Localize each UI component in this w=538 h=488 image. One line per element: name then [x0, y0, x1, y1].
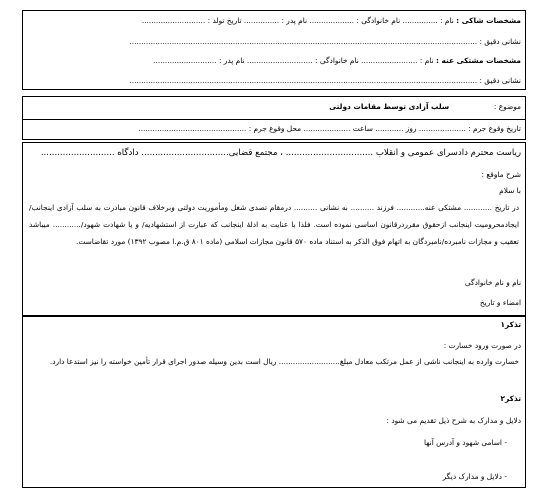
defendant-heading: مشخصات مشتکی عنه : — [435, 56, 521, 65]
subject-value: سلب آزادی توسط مقامات دولتی — [329, 102, 450, 111]
note2-title: تذکر۲ — [500, 394, 521, 403]
subject-box — [22, 96, 526, 140]
defendant-fields: نام : ........................ نام خانوادگی : ............................ نام پدر : ........................... — [153, 56, 434, 65]
subject-divider — [23, 119, 525, 120]
note2-item-witnesses: - اسامی شهود و آدرس آنها — [423, 438, 507, 447]
crime-time-row: تاریخ وقوع جرم : .................... روز ............ ساعت .................... محل وقوع جرم : .............................................. — [138, 124, 521, 133]
note1-title: تذکر۱ — [500, 320, 521, 329]
complainant-heading: مشخصات شاکی : — [456, 16, 521, 25]
complaint-form — [22, 8, 528, 480]
defendant-address: نشانی دقیق : .................................................................................................................................................... — [129, 76, 521, 85]
body-box — [22, 142, 526, 316]
body-label: شرح ماوقع : — [481, 170, 521, 179]
subject-label: موضوع : — [493, 102, 521, 111]
complainant-row — [27, 15, 521, 27]
parties-box — [22, 10, 526, 90]
signature-date: امضاء و تاریخ — [479, 298, 521, 307]
signature-name: نام و نام خانوادگی — [464, 278, 521, 287]
addressee-line: ریاست محترم دادسرای عمومی و انقلاب ................................ ، مجتمع قضایی................................ دادگاه ........................... — [40, 148, 521, 158]
complainant-fields: نام : ............... نام خانوادگی : ................... نام پدر : ............... تاریخ تولد : ........................... — [141, 16, 454, 25]
defendant-row — [27, 55, 521, 67]
note1-line: در صورت ورود خسارت : — [443, 341, 521, 350]
greeting: با سلام — [499, 186, 521, 195]
note1-paragraph: خسارت وارده به اینجانب ناشی از عمل مرتکب معادل مبلغ.......................... ریال است بدین وسیله صدور اجرای قرار تأمین خواسته را نیز استدعا دارد. — [49, 357, 519, 366]
complainant-address: نشانی دقیق : .................................................................................................................................................... — [129, 37, 521, 46]
subject-row — [27, 101, 521, 113]
note2-line: دلایل و مدارک به شرح ذیل تقدیم می شود : — [386, 416, 521, 425]
body-paragraph: در تاریخ ............ مشتکی عنه............ فرزند .......... به نشانی .......... درمقام تصدی شغل ومأموریت دولتی وبرخلاف قانون مبادرت به سلب آزادی اینجانب/ایجادمحرومیت اینجانب ازحقوق مقرردرقانون اساسی نموده است. فلذا با عنایت به ادلهٔ اینجانب که عبارت از استشهادیه/ و یا شهادت شهود/............ میباشد تعقیب و مجازات نامبرده/نامبردگان به اتهام فوق الذکر به استناد ماده ۵۷۰ قانون مجازات اسلامی (ماده ۸۰۱ ق.م.ا مصوب ۱۳۹۲) مورد تقاضاست. — [29, 203, 519, 246]
notes-box — [22, 316, 526, 488]
note2-item-evidence: - دلایل و مدارک دیگر — [442, 472, 507, 481]
